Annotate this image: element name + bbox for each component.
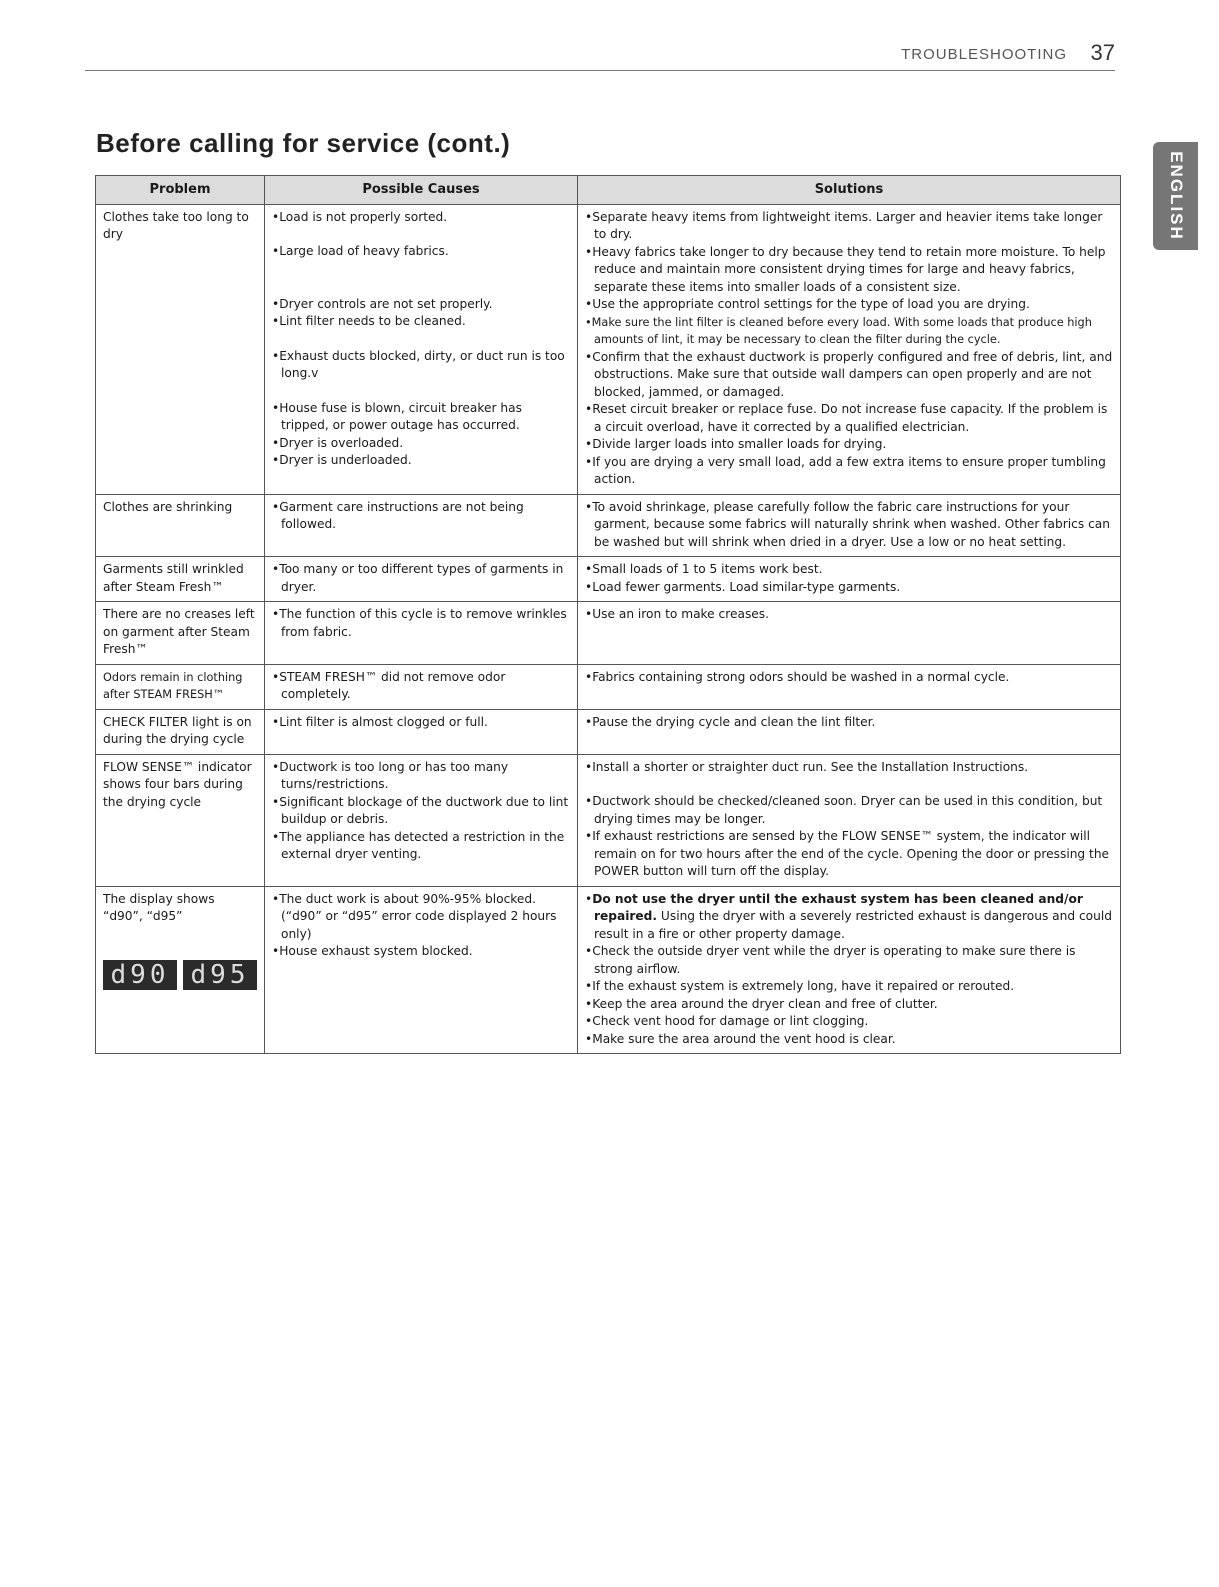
troubleshooting-table [95, 175, 1121, 1054]
column-header-causes: Possible Causes [265, 176, 578, 205]
causes-cell [265, 754, 578, 886]
cause-item: • Lint filter needs to be cleaned. [272, 313, 570, 331]
solutions-cell [578, 886, 1121, 1054]
warning-text: Do not use the dryer until the exhaust system has been cleaned and/or repaired. [592, 891, 1083, 923]
solution-item: • Pause the drying cycle and clean the lint filter. [585, 714, 1113, 732]
solution-item: • Check vent hood for damage or lint clogging. [585, 1013, 1113, 1031]
causes-cell [265, 664, 578, 709]
page-number: 37 [1090, 40, 1115, 65]
solution-item: • Keep the area around the dryer clean and free of clutter. [585, 996, 1113, 1014]
problem-cell: There are no creases left on garment after Steam Fresh™ [96, 602, 265, 665]
solution-item: • If exhaust restrictions are sensed by the FLOW SENSE™ system, the indicator will remain on for two hours after the end of the cycle. Opening the door or pressing the POWER button will turn off the display. [585, 828, 1113, 881]
cause-item: • Lint filter is almost clogged or full. [272, 714, 570, 732]
column-header-problem: Problem [96, 176, 265, 205]
cause-item: • Load is not properly sorted. [272, 209, 570, 227]
section-title: TROUBLESHOOTING [901, 46, 1067, 63]
solution-item: • Ductwork should be checked/cleaned soon. Dryer can be used in this condition, but drying times may be longer. [585, 793, 1113, 828]
display-codes [103, 960, 257, 990]
cause-item: • Exhaust ducts blocked, dirty, or duct run is too long.v [272, 348, 570, 383]
problem-cell: Odors remain in clothing after STEAM FRESH™ [96, 664, 265, 709]
table-row [96, 494, 1121, 557]
table-row [96, 754, 1121, 886]
solutions-cell [578, 204, 1121, 494]
table-row [96, 204, 1121, 494]
cause-item: • The duct work is about 90%-95% blocked. (“d90” or “d95” error code displayed 2 hours only) [272, 891, 570, 944]
table-row [96, 557, 1121, 602]
language-tab [1153, 142, 1198, 250]
problem-cell: FLOW SENSE™ indicator shows four bars during the drying cycle [96, 754, 265, 886]
solution-item: • To avoid shrinkage, please carefully follow the fabric care instructions for your garment, because some fabrics will naturally shrink when washed. Other fabrics can be washed but will shrink when dried in a dryer. Use a low or no heat setting. [585, 499, 1113, 552]
table-row [96, 602, 1121, 665]
solutions-cell [578, 709, 1121, 754]
solution-item: • Small loads of 1 to 5 items work best. [585, 561, 1113, 579]
solution-item: • Divide larger loads into smaller loads for drying. [585, 436, 1113, 454]
solution-item: • Check the outside dryer vent while the dryer is operating to make sure there is strong airflow. [585, 943, 1113, 978]
solutions-cell [578, 494, 1121, 557]
solution-item: • Confirm that the exhaust ductwork is properly configured and free of debris, lint, and obstructions. Make sure that outside wall dampers can open properly and are not blocked, jammed, or damaged. [585, 349, 1113, 402]
causes-cell [265, 709, 578, 754]
solution-item: • Use the appropriate control settings for the type of load you are drying. [585, 296, 1113, 314]
cause-item: • Too many or too different types of garments in dryer. [272, 561, 570, 596]
problem-text: The display shows “d90”, “d95” [103, 891, 215, 923]
solutions-cell [578, 754, 1121, 886]
solution-item: • Use an iron to make creases. [585, 606, 1113, 624]
solution-item-warning [585, 891, 1113, 944]
cause-item: • House exhaust system blocked. [272, 943, 570, 961]
solution-item: • Make sure the area around the vent hood is clear. [585, 1031, 1113, 1049]
lcd-display-d90: d90 [103, 960, 177, 990]
solution-item: • Load fewer garments. Load similar-type garments. [585, 579, 1113, 597]
cause-item: • Large load of heavy fabrics. [272, 243, 570, 261]
problem-cell: Clothes take too long to dry [96, 204, 265, 494]
cause-item: • Garment care instructions are not being followed. [272, 499, 570, 534]
solution-item: • Heavy fabrics take longer to dry because they tend to retain more moisture. To help reduce and maintain more consistent drying times for large and heavy fabrics, separate these items into smaller loads of a consistent size. [585, 244, 1113, 297]
cause-item: • The appliance has detected a restriction in the external dryer venting. [272, 829, 570, 864]
solution-item: • Make sure the lint filter is cleaned before every load. With some loads that produce high amounts of lint, it may be necessary to clean the filter during the cycle. [585, 314, 1113, 349]
problem-cell: CHECK FILTER light is on during the drying cycle [96, 709, 265, 754]
solutions-cell [578, 602, 1121, 665]
cause-item: • Dryer is overloaded. [272, 435, 570, 453]
problem-cell: Clothes are shrinking [96, 494, 265, 557]
cause-item: • Dryer is underloaded. [272, 452, 570, 470]
solution-item: • If you are drying a very small load, add a few extra items to ensure proper tumbling action. [585, 454, 1113, 489]
cause-item: • Significant blockage of the ductwork due to lint buildup or debris. [272, 794, 570, 829]
table-row [96, 886, 1121, 1054]
solutions-cell [578, 664, 1121, 709]
causes-cell [265, 204, 578, 494]
page-header [85, 40, 1115, 71]
table-header-row [96, 176, 1121, 205]
table-row [96, 709, 1121, 754]
page-title: Before calling for service (cont.) [96, 128, 511, 158]
solution-item: • Fabrics containing strong odors should be washed in a normal cycle. [585, 669, 1113, 687]
causes-cell [265, 557, 578, 602]
cause-item: • Ductwork is too long or has too many turns/restrictions. [272, 759, 570, 794]
solution-item: • Separate heavy items from lightweight items. Larger and heavier items take longer to dry. [585, 209, 1113, 244]
language-tab-label: ENGLISH [1166, 151, 1186, 241]
column-header-solutions: Solutions [578, 176, 1121, 205]
cause-item: • Dryer controls are not set properly. [272, 296, 570, 314]
solution-item: • Reset circuit breaker or replace fuse. Do not increase fuse capacity. If the problem is a circuit overload, have it corrected by a qualified electrician. [585, 401, 1113, 436]
causes-cell [265, 602, 578, 665]
table-row [96, 664, 1121, 709]
cause-item: • The function of this cycle is to remove wrinkles from fabric. [272, 606, 570, 641]
causes-cell [265, 886, 578, 1054]
problem-cell: Garments still wrinkled after Steam Fresh™ [96, 557, 265, 602]
problem-cell [96, 886, 265, 1054]
solution-item: • Install a shorter or straighter duct run. See the Installation Instructions. [585, 759, 1113, 777]
causes-cell [265, 494, 578, 557]
cause-item: • STEAM FRESH™ did not remove odor completely. [272, 669, 570, 704]
lcd-display-d95: d95 [183, 960, 257, 990]
solution-item: • If the exhaust system is extremely long, have it repaired or rerouted. [585, 978, 1113, 996]
warning-detail: Using the dryer with a severely restricted exhaust is dangerous and could result in a fire or other property damage. [594, 909, 1112, 941]
solutions-cell [578, 557, 1121, 602]
cause-item: • House fuse is blown, circuit breaker has tripped, or power outage has occurred. [272, 400, 570, 435]
